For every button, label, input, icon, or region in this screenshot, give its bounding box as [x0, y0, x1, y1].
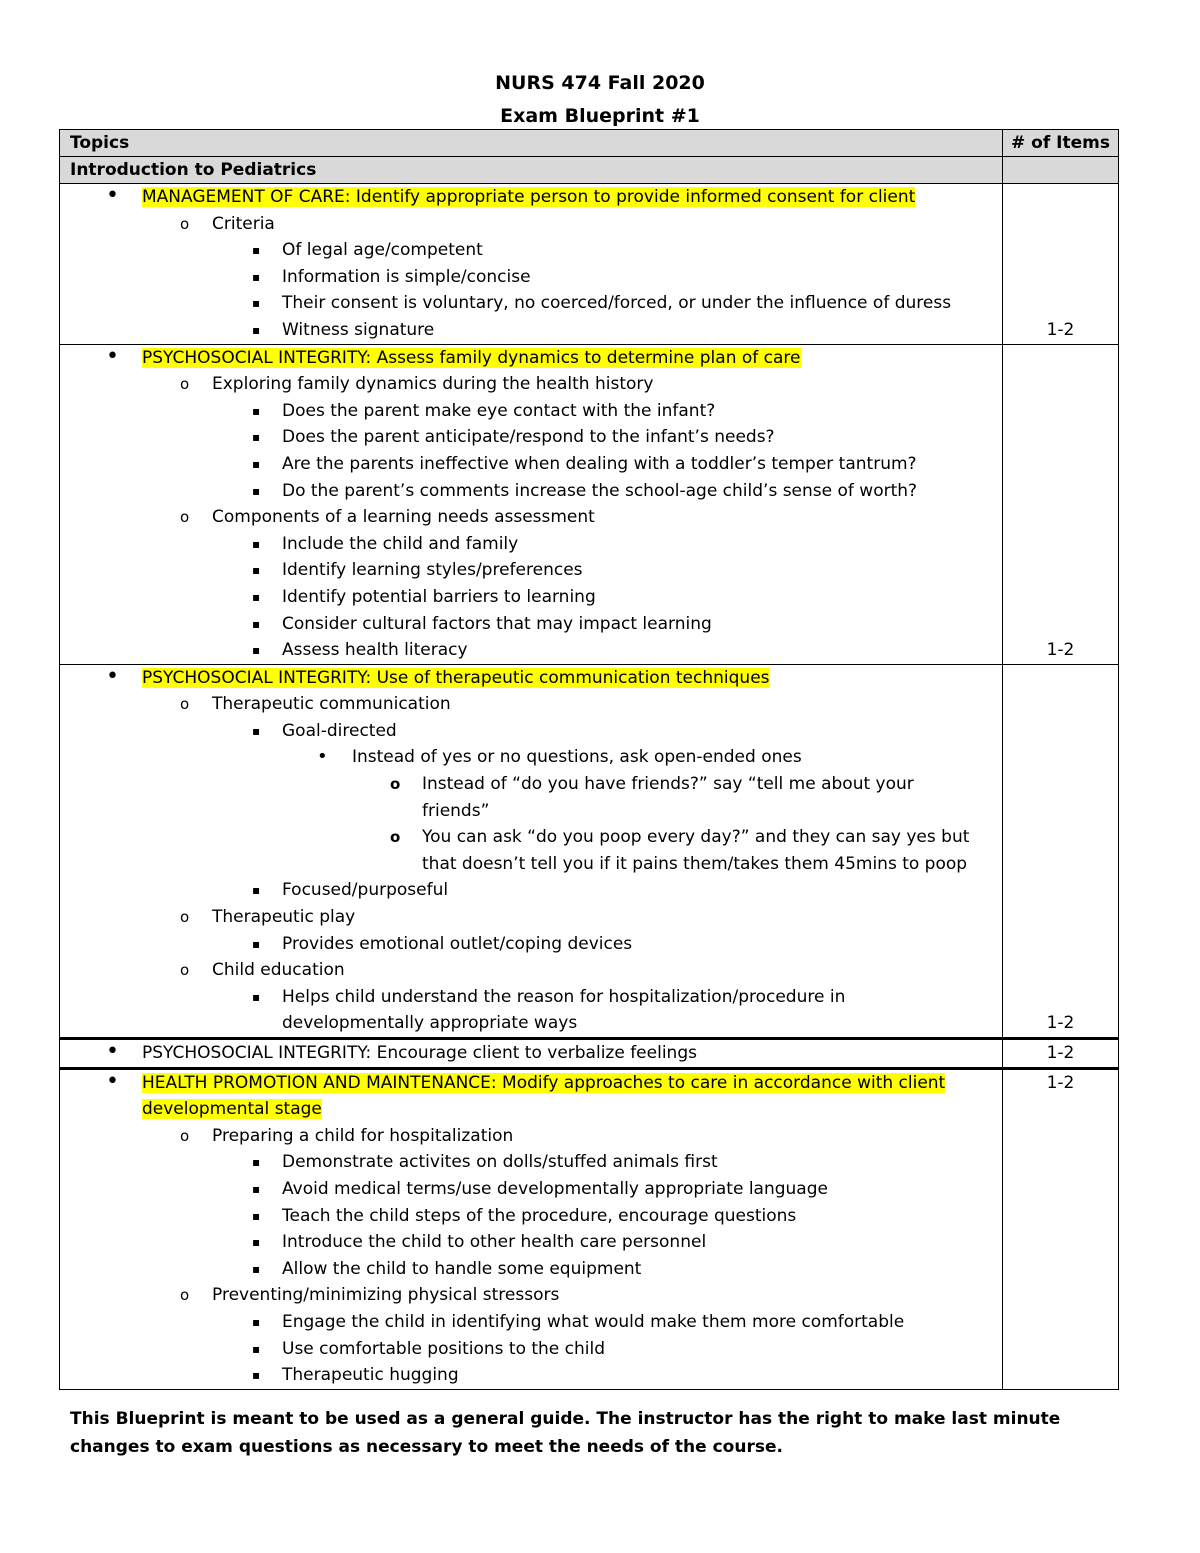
- bullet-icon: •: [106, 1068, 119, 1094]
- table-row: [60, 1039, 1119, 1069]
- circle-bullet-icon: o: [180, 1286, 190, 1305]
- list-item: [60, 1176, 1002, 1203]
- item-count: 1-2: [1003, 1039, 1119, 1069]
- list-item: [60, 718, 1002, 745]
- square-bullet-icon: ▪: [252, 1368, 261, 1383]
- topic-heading: PSYCHOSOCIAL INTEGRITY: Use of therapeutic communication techniques: [142, 667, 770, 688]
- square-bullet-icon: ▪: [252, 536, 261, 551]
- item-text: Identify learning styles/preferences: [282, 560, 583, 581]
- item-text: Exploring family dynamics during the health history: [212, 374, 654, 395]
- list-item: [60, 904, 1002, 931]
- list-item: [60, 451, 1002, 478]
- intro-row: [60, 157, 1119, 184]
- square-bullet-icon: ▪: [252, 1181, 261, 1196]
- section-topics: [60, 344, 1003, 664]
- square-bullet-icon: ▪: [252, 296, 261, 311]
- list-item: [60, 931, 1002, 958]
- square-bullet-icon: ▪: [252, 1261, 261, 1276]
- bullet-icon: •: [106, 1039, 119, 1064]
- list-item: [60, 1336, 1002, 1363]
- list-item: [60, 424, 1002, 451]
- section-topics: [60, 184, 1003, 345]
- list-item: [60, 1309, 1002, 1336]
- list-item: [60, 478, 1002, 505]
- circle-bullet-icon: o: [180, 375, 190, 394]
- item-text: Instead of “do you have friends?” say “tell me about your friends”: [422, 774, 914, 821]
- bullet-icon: •: [106, 183, 119, 208]
- list-item: [60, 345, 1002, 372]
- bullet-icon: •: [106, 343, 119, 369]
- bullet-icon: •: [106, 663, 119, 689]
- list-item: [60, 371, 1002, 398]
- list-item: [60, 1362, 1002, 1389]
- list-item: [60, 264, 1002, 291]
- topic-heading: PSYCHOSOCIAL INTEGRITY: Encourage client to verbalize feelings: [142, 1043, 697, 1063]
- table-header-row: [60, 130, 1119, 157]
- item-text: Witness signature: [282, 319, 435, 340]
- circle-bullet-icon: o: [180, 908, 190, 927]
- item-text: Include the child and family: [282, 533, 519, 554]
- item-text: Focused/purposeful: [282, 880, 449, 901]
- list-item: [60, 237, 1002, 264]
- table-row: [60, 1068, 1119, 1389]
- list-item: [60, 1070, 1002, 1123]
- square-bullet-icon: ▪: [252, 243, 261, 258]
- circle-bullet-icon: o: [180, 214, 190, 233]
- item-text: Information is simple/concise: [282, 266, 531, 287]
- list-item: [60, 771, 1002, 824]
- item-text: Assess health literacy: [282, 640, 468, 661]
- list-item: [60, 531, 1002, 558]
- list-item: [60, 984, 1002, 1037]
- intro-count-cell: [1003, 157, 1119, 184]
- square-bullet-icon: ▪: [252, 616, 261, 631]
- list-item: [60, 1229, 1002, 1256]
- topic-heading: PSYCHOSOCIAL INTEGRITY: Assess family dynamics to determine plan of care: [142, 347, 801, 368]
- list-item: [60, 1256, 1002, 1283]
- section-topics: [60, 1068, 1003, 1389]
- item-text: Instead of yes or no questions, ask open-ended ones: [352, 747, 802, 768]
- list-item: [60, 1040, 1002, 1067]
- list-item: [60, 1282, 1002, 1309]
- square-bullet-icon: ▪: [252, 989, 261, 1004]
- list-item: [60, 1123, 1002, 1150]
- square-bullet-icon: ▪: [252, 1314, 261, 1329]
- section-topics: [60, 664, 1003, 1038]
- list-item: [60, 504, 1002, 531]
- list-item: [60, 290, 1002, 317]
- item-text: You can ask “do you poop every day?” and they can say yes but that doesn’t tell you if it pains them/takes them 45mins to poop: [422, 827, 970, 874]
- square-bullet-icon: ▪: [252, 322, 261, 337]
- list-item: [60, 184, 1002, 211]
- circle-bullet-icon: o: [390, 828, 401, 847]
- section-topics: [60, 1039, 1003, 1069]
- list-item: [60, 611, 1002, 638]
- circle-bullet-icon: o: [180, 695, 190, 714]
- list-item: [60, 957, 1002, 984]
- list-item: [60, 824, 1002, 877]
- circle-bullet-icon: o: [180, 1126, 190, 1145]
- item-text: Use comfortable positions to the child: [282, 1338, 606, 1359]
- list-item: [60, 1203, 1002, 1230]
- item-text: Provides emotional outlet/coping devices: [282, 933, 633, 954]
- document-title: NURS 474 Fall 2020: [495, 72, 705, 94]
- table-row: [60, 664, 1119, 1038]
- item-text: Criteria: [212, 213, 275, 234]
- square-bullet-icon: ▪: [252, 1208, 261, 1223]
- list-item: [60, 691, 1002, 718]
- item-text: Therapeutic play: [212, 907, 356, 928]
- list-item: [60, 1149, 1002, 1176]
- square-bullet-icon: ▪: [252, 723, 261, 738]
- item-count: 1-2: [1003, 184, 1119, 345]
- item-text: Identify potential barriers to learning: [282, 586, 596, 607]
- item-text: Child education: [212, 960, 345, 981]
- item-text: Does the parent anticipate/respond to the infant’s needs?: [282, 427, 775, 448]
- square-bullet-icon: ▪: [252, 589, 261, 604]
- square-bullet-icon: ▪: [252, 643, 261, 658]
- item-text: Components of a learning needs assessment: [212, 507, 595, 528]
- item-text: Helps child understand the reason for hospitalization/procedure in developmentally appropriate ways: [282, 986, 846, 1034]
- topic-heading: MANAGEMENT OF CARE: Identify appropriate person to provide informed consent for client: [142, 187, 916, 207]
- list-item: [60, 744, 1002, 771]
- list-item: [60, 637, 1002, 664]
- item-count: 1-2: [1003, 664, 1119, 1038]
- list-item: [60, 557, 1002, 584]
- item-text: Of legal age/competent: [282, 240, 483, 261]
- item-text: Does the parent make eye contact with the infant?: [282, 400, 716, 421]
- item-count: 1-2: [1003, 1068, 1119, 1389]
- item-text: Are the parents ineffective when dealing with a toddler’s temper tantrum?: [282, 453, 917, 474]
- list-item: [60, 665, 1002, 692]
- circle-bullet-icon: o: [390, 775, 401, 794]
- square-bullet-icon: ▪: [252, 563, 261, 578]
- dot-bullet-icon: •: [317, 746, 328, 768]
- intro-label: Introduction to Pediatrics: [60, 157, 1003, 184]
- item-text: Teach the child steps of the procedure, encourage questions: [282, 1205, 797, 1226]
- list-item: [60, 211, 1002, 238]
- header-topics: Topics: [60, 130, 1003, 157]
- square-bullet-icon: ▪: [252, 1235, 261, 1250]
- topic-heading: HEALTH PROMOTION AND MAINTENANCE: Modify approaches to care in accordance with client developmental stage: [142, 1072, 946, 1120]
- square-bullet-icon: ▪: [252, 269, 261, 284]
- square-bullet-icon: ▪: [252, 1341, 261, 1356]
- list-item: [60, 317, 1002, 344]
- document-subtitle: Exam Blueprint #1: [500, 105, 700, 127]
- item-text: Therapeutic communication: [212, 694, 451, 715]
- item-text: Preparing a child for hospitalization: [212, 1125, 514, 1146]
- square-bullet-icon: ▪: [252, 430, 261, 445]
- item-text: Allow the child to handle some equipment: [282, 1258, 642, 1279]
- circle-bullet-icon: o: [180, 961, 190, 980]
- square-bullet-icon: ▪: [252, 483, 261, 498]
- square-bullet-icon: ▪: [252, 1155, 261, 1170]
- header-item-count: # of Items: [1003, 130, 1119, 157]
- table-row: [60, 344, 1119, 664]
- square-bullet-icon: ▪: [252, 883, 261, 898]
- item-text: Preventing/minimizing physical stressors: [212, 1285, 560, 1306]
- square-bullet-icon: ▪: [252, 403, 261, 418]
- item-text: Their consent is voluntary, no coerced/forced, or under the influence of duress: [282, 293, 952, 314]
- square-bullet-icon: ▪: [252, 936, 261, 951]
- disclaimer-note: This Blueprint is meant to be used as a general guide. The instructor has the right to make last minute changes to exam questions as necessary to meet the needs of the course.: [70, 1409, 1061, 1457]
- list-item: [60, 584, 1002, 611]
- item-count: 1-2: [1003, 344, 1119, 664]
- table-row: [60, 184, 1119, 345]
- item-text: Goal-directed: [282, 720, 397, 741]
- item-text: Demonstrate activites on dolls/stuffed animals first: [282, 1152, 718, 1173]
- square-bullet-icon: ▪: [252, 456, 261, 471]
- item-text: Introduce the child to other health care personnel: [282, 1232, 707, 1253]
- item-text: Therapeutic hugging: [282, 1365, 459, 1386]
- blueprint-table: [59, 129, 1119, 1390]
- list-item: [60, 877, 1002, 904]
- item-text: Engage the child in identifying what would make them more comfortable: [282, 1311, 905, 1332]
- list-item: [60, 398, 1002, 425]
- item-text: Do the parent’s comments increase the school-age child’s sense of worth?: [282, 480, 918, 501]
- item-text: Avoid medical terms/use developmentally appropriate language: [282, 1178, 828, 1199]
- circle-bullet-icon: o: [180, 508, 190, 527]
- item-text: Consider cultural factors that may impact learning: [282, 613, 712, 634]
